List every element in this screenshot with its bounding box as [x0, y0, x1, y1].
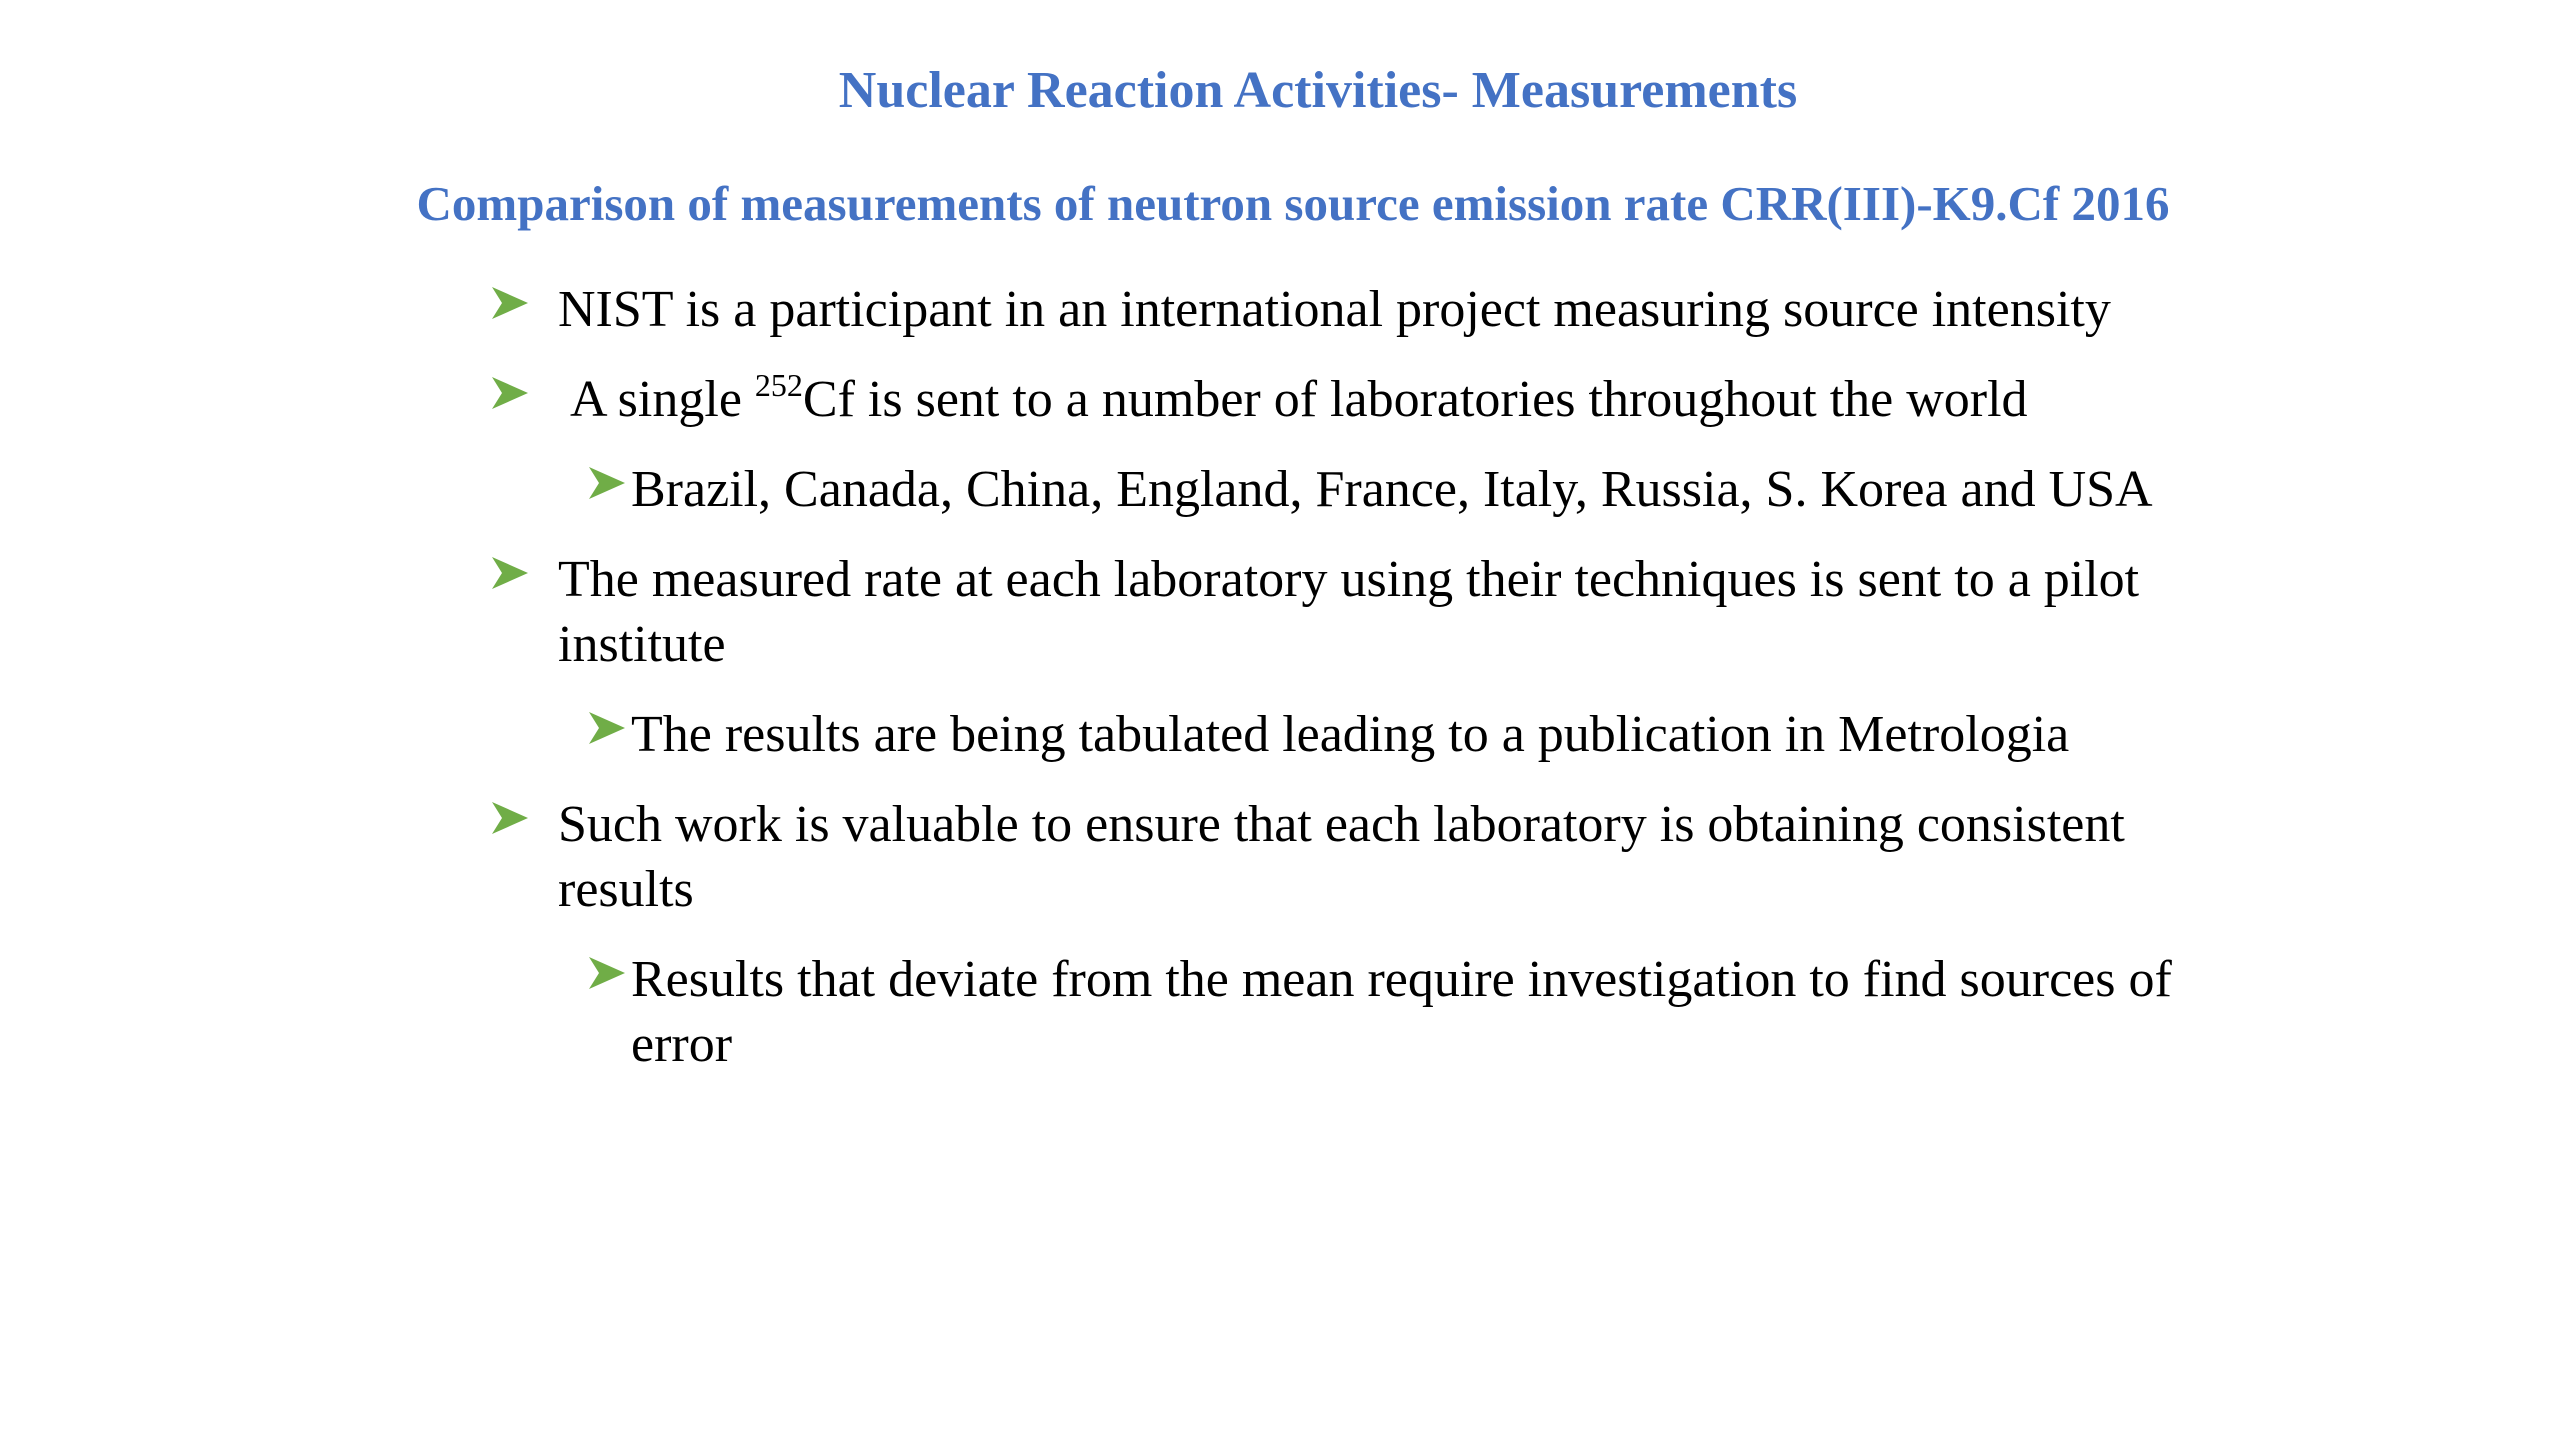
arrow-bullet-icon	[587, 463, 627, 503]
arrow-bullet-icon	[490, 798, 530, 838]
arrow-bullet-icon	[490, 553, 530, 593]
arrow-bullet-icon	[587, 953, 627, 993]
bullet-text-continued: results	[558, 861, 694, 918]
bullet-text: The results are being tabulated leading to a publication in Metrologia	[631, 706, 2070, 763]
bullet-text-suffix: Cf is sent to a number of laboratories throughout the world	[802, 371, 2028, 428]
arrow-bullet-icon	[587, 708, 627, 748]
isotope-mass-number: 252	[754, 366, 803, 403]
bullet-text: The measured rate at each laboratory using their techniques is sent to a pilot	[558, 551, 2140, 608]
bullet-text: Such work is valuable to ensure that each laboratory is obtaining consistent	[558, 796, 2125, 853]
bullet-text-continued: institute	[558, 616, 726, 673]
slide-subtitle: Comparison of measurements of neutron source emission rate CRR(III)-K9.Cf 2016	[416, 176, 2170, 231]
arrow-bullet-icon	[490, 373, 530, 413]
bullet-text: NIST is a participant in an international project measuring source intensity	[558, 281, 2111, 338]
arrow-bullet-icon	[490, 283, 530, 323]
bullet-text: Results that deviate from the mean require investigation to find sources of	[631, 951, 2172, 1008]
bullet-text-continued: error	[631, 1016, 733, 1073]
slide-title: Nuclear Reaction Activities- Measurements	[838, 62, 1798, 119]
bullet-text: Brazil, Canada, China, England, France, Italy, Russia, S. Korea and USA	[631, 461, 2153, 518]
bullet-text-prefix: A single	[570, 371, 755, 428]
